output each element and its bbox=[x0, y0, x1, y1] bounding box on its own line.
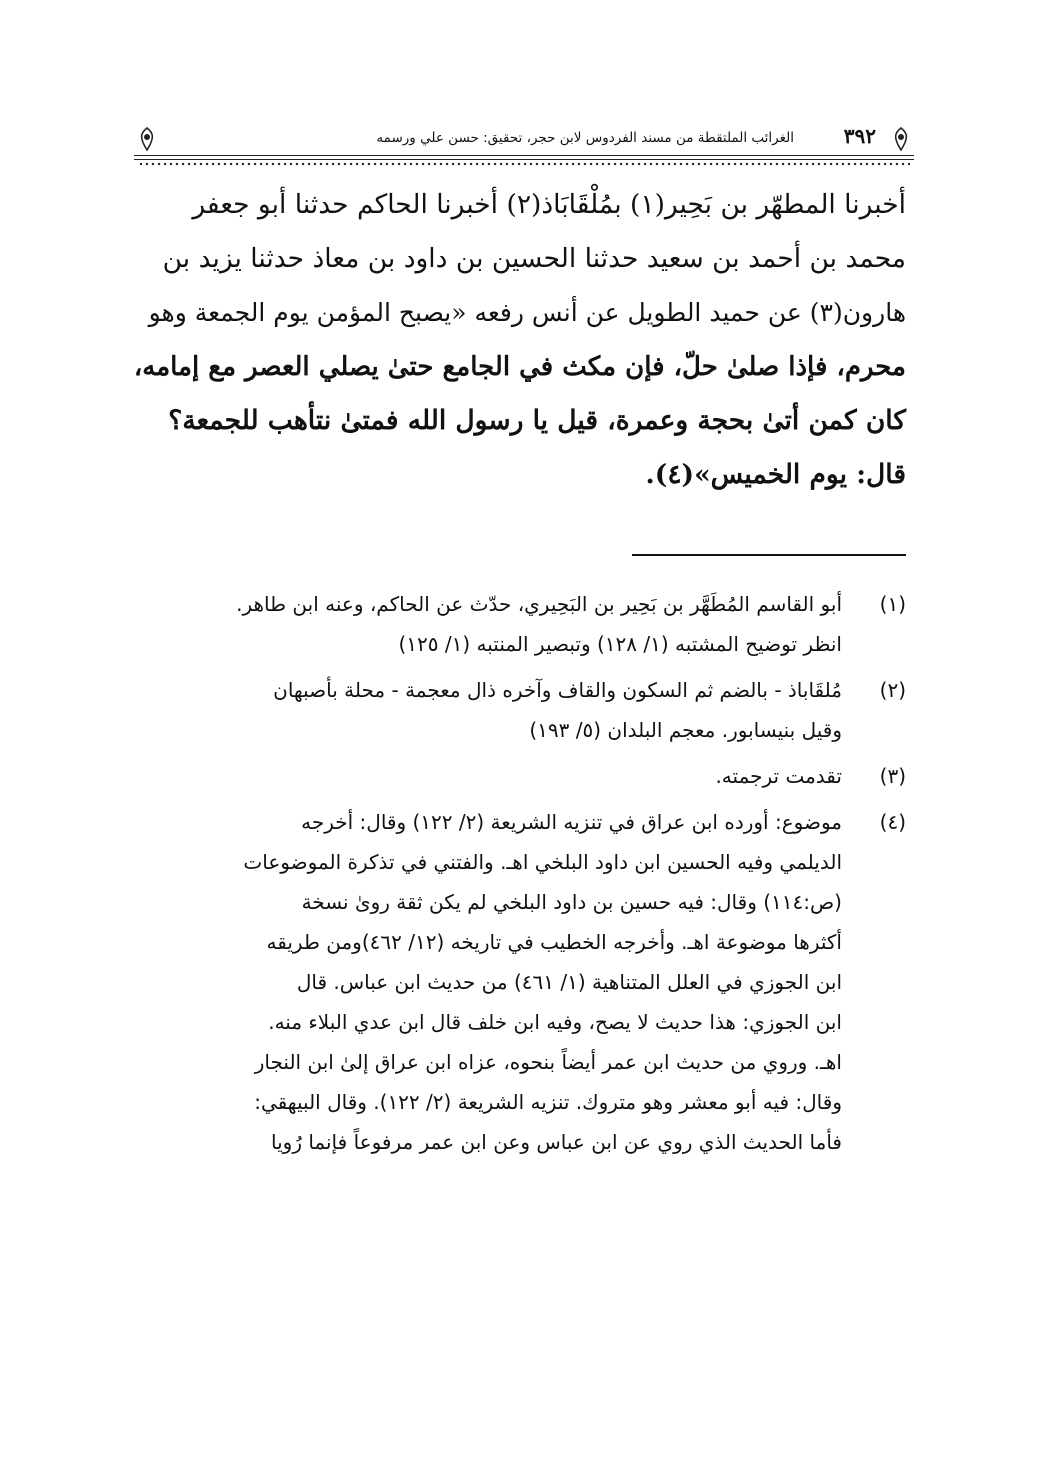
footnote-line: اهـ. وروي من حديث ابن عمر أيضاً بنحوه، عزاه ابن عراق إلىٰ ابن النجار bbox=[254, 1050, 842, 1074]
running-header bbox=[134, 122, 914, 166]
footnote-line: أبو القاسم المُطَهَّر بن بَحِير بن البَحِيري، حدّث عن الحاكم، وعنه ابن طاهر. bbox=[236, 592, 842, 616]
footnote-line: وقال: فيه أبو معشر وهو متروك. تنزيه الشريعة (٢/ ١٢٢). وقال البيهقي: bbox=[254, 1090, 842, 1114]
text-line: أخبرنا المطهّر بن بَحِير(١) بمُلْقَابَاذ(٢) أخبرنا الحاكم حدثنا أبو جعفر bbox=[192, 189, 906, 220]
footnote-line: ابن الجوزي: هذا حديث لا يصح، وفيه ابن خلف قال ابن عدي البلاء منه. bbox=[268, 1010, 842, 1034]
footnote-line: (ص:١١٤) وقال: فيه حسين بن داود البلخي لم يكن ثقة روىٰ نسخة bbox=[301, 890, 842, 914]
ornament-icon bbox=[134, 126, 160, 152]
footnote-number: (٢) bbox=[879, 678, 906, 702]
footnote-line: فأما الحديث الذي روي عن ابن عباس وعن ابن عمر مرفوعاً فإنما رُويا bbox=[271, 1130, 842, 1154]
footnote bbox=[134, 670, 906, 750]
footnote-line: انظر توضيح المشتبه (١/ ١٢٨) وتبصير المنتبه (١/ ١٢٥) bbox=[398, 632, 842, 656]
footnote-line: الديلمي وفيه الحسين ابن داود البلخي اهـ. والفتني في تذكرة الموضوعات bbox=[243, 850, 842, 874]
footnote-line: مُلقَاباذ - بالضم ثم السكون والقاف وآخره ذال معجمة - محلة بأصبهان bbox=[273, 678, 842, 702]
text-line: كان كمن أتىٰ بحجة وعمرة، قيل يا رسول الله فمتىٰ نتأهب للجمعة؟ bbox=[168, 405, 906, 436]
footnote bbox=[134, 802, 906, 1162]
footnote bbox=[134, 756, 906, 796]
footnote bbox=[134, 584, 906, 664]
text-line: محمد بن أحمد بن سعيد حدثنا الحسين بن داود بن معاذ حدثنا يزيد بن bbox=[162, 243, 906, 274]
footnote-line: وقيل بنيسابور. معجم البلدان (٥/ ١٩٣) bbox=[529, 718, 842, 742]
header-dotted-border bbox=[138, 162, 910, 166]
footnote-line: أكثرها موضوعة اهـ. وأخرجه الخطيب في تاريخه (١٢/ ٤٦٢)ومن طريقه bbox=[266, 930, 842, 954]
text-line: قال: يوم الخميس»(٤). bbox=[645, 459, 906, 490]
footnote-separator bbox=[632, 554, 906, 556]
footnote-number: (١) bbox=[879, 592, 906, 616]
hadith-text bbox=[134, 178, 906, 502]
footnote-number: (٣) bbox=[879, 764, 906, 788]
text-line: محرم، فإذا صلىٰ حلّ، فإن مكث في الجامع حتىٰ يصلي العصر مع إمامه، bbox=[133, 352, 906, 382]
footnotes bbox=[134, 584, 906, 1162]
footnote-line: تقدمت ترجمته. bbox=[715, 764, 842, 788]
footnote-line: موضوع: أورده ابن عراق في تنزيه الشريعة (٢/ ١٢٢) وقال: أخرجه bbox=[301, 810, 842, 834]
text-line: هارون(٣) عن حميد الطويل عن أنس رفعه «يصبح المؤمن يوم الجمعة وهو bbox=[148, 298, 906, 327]
header-rule bbox=[134, 155, 914, 160]
footnote-number: (٤) bbox=[879, 810, 906, 834]
page-number: ٣٩٢ bbox=[843, 124, 876, 148]
footnote-line: ابن الجوزي في العلل المتناهية (١/ ٤٦١) من حديث ابن عباس. قال bbox=[296, 970, 842, 994]
running-title: الغرائب الملتقطة من مسند الفردوس لابن حجر، تحقيق: حسن علي ورسمه bbox=[376, 130, 794, 146]
ornament-icon bbox=[888, 126, 914, 152]
